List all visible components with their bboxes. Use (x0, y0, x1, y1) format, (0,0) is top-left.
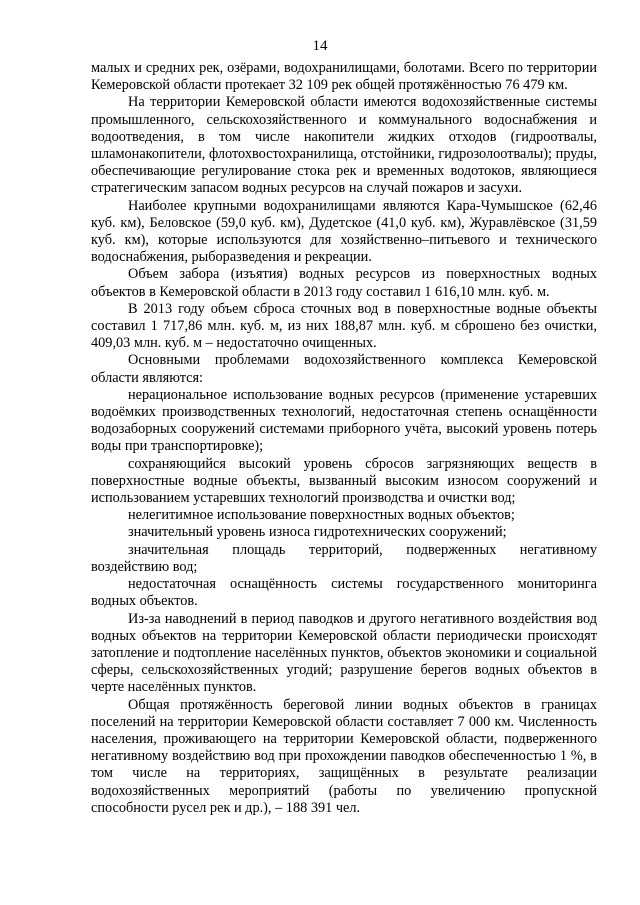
page-number: 14 (312, 38, 328, 54)
paragraph-problem-monitoring: недостаточная оснащённость системы государственного мониторинга водных объектов. (91, 576, 597, 610)
paragraph-problem-illegitimate-use: нелегитимное использование поверхностных водных объектов; (128, 507, 515, 524)
paragraph-shoreline-population: Общая протяжённость береговой линии водных объектов в границах поселений на территории Кемеровской области составляет 7 000 км. Численность населения, проживающего на территории Кемеровской области, подверженного негативному воздействию вод при прохождении паводков обеспеченностью 1 %, в том числе на территориях, защищённых в результате реализации водохозяйственных мероприятий (работы по увеличению пропускной способности русел рек и др.), – 188 391 чел. (91, 696, 597, 816)
document-body (91, 60, 597, 817)
paragraph-reservoirs: Наиболее крупными водохранилищами являются Кара-Чумышское (62,46 куб. км), Беловское (59,0 куб. км), Дудетское (41,0 куб. км), Журавлёвское (31,59 куб. км), которые используются для хозяйственно–питьевого и технического водоснабжения, рыборазведения и рекреации. (91, 197, 597, 266)
paragraph-wastewater-discharge: В 2013 году объем сброса сточных вод в поверхностные водные объекты составил 1 717,86 млн. куб. м, из них 188,87 млн. куб. м сброшено без очистки, 409,03 млн. куб. м – недостаточно очищенных. (91, 300, 597, 352)
paragraph-floods: Из-за наводнений в период паводков и другого негативного воздействия вод водных объектов на территории Кемеровской области периодически происходят затопление и подтопление населённых пунктов, объектов экономики и социальной сферы, сельскохозяйственных угодий; разрушение берегов водных объектов в черте населённых пунктов. (91, 610, 597, 696)
paragraph-problem-irrational-use: нерациональное использование водных ресурсов (применение устаревших водоёмких производственных технологий, недостаточная степень оснащённости водозаборных сооружений системами приборного учёта, высокий уровень потерь воды при транспортировке); (91, 386, 597, 455)
paragraph-rivers-continuation: малых и средних рек, озёрами, водохранилищами, болотами. Всего по территории Кемеровской области протекает 32 109 рек общей протяжённостью 76 479 км. (91, 60, 597, 94)
paragraph-problem-structure-wear: значительный уровень износа гидротехнических сооружений; (128, 524, 507, 541)
paragraph-water-systems: На территории Кемеровской области имеются водохозяйственные системы промышленного, сельскохозяйственного и коммунального водоснабжения и водоотведения, в том числе накопители жидких отходов (гидроотвалы, шламонакопители, флотохвостохранилища, отстойники, гидрозолоотвалы); пруды, обеспечивающие регулирование стока рек и временных водотоков, являющиеся стратегическим запасом водных ресурсов на случай пожаров и засухи. (91, 94, 597, 197)
paragraph-problem-negative-impact-area: значительная площадь территорий, подверженных негативному воздействию вод; (91, 541, 597, 575)
paragraph-problems-intro: Основными проблемами водохозяйственного комплекса Кемеровской области являются: (91, 352, 597, 386)
paragraph-water-intake: Объем забора (изъятия) водных ресурсов из поверхностных водных объектов в Кемеровской области в 2013 году составил 1 616,10 млн. куб. м. (91, 266, 597, 300)
paragraph-problem-pollutant-discharge: сохраняющийся высокий уровень сбросов загрязняющих веществ в поверхностные водные объекты, вызванный высоким износом сооружений и использованием устаревших технологий производства и очистки вод; (91, 455, 597, 507)
